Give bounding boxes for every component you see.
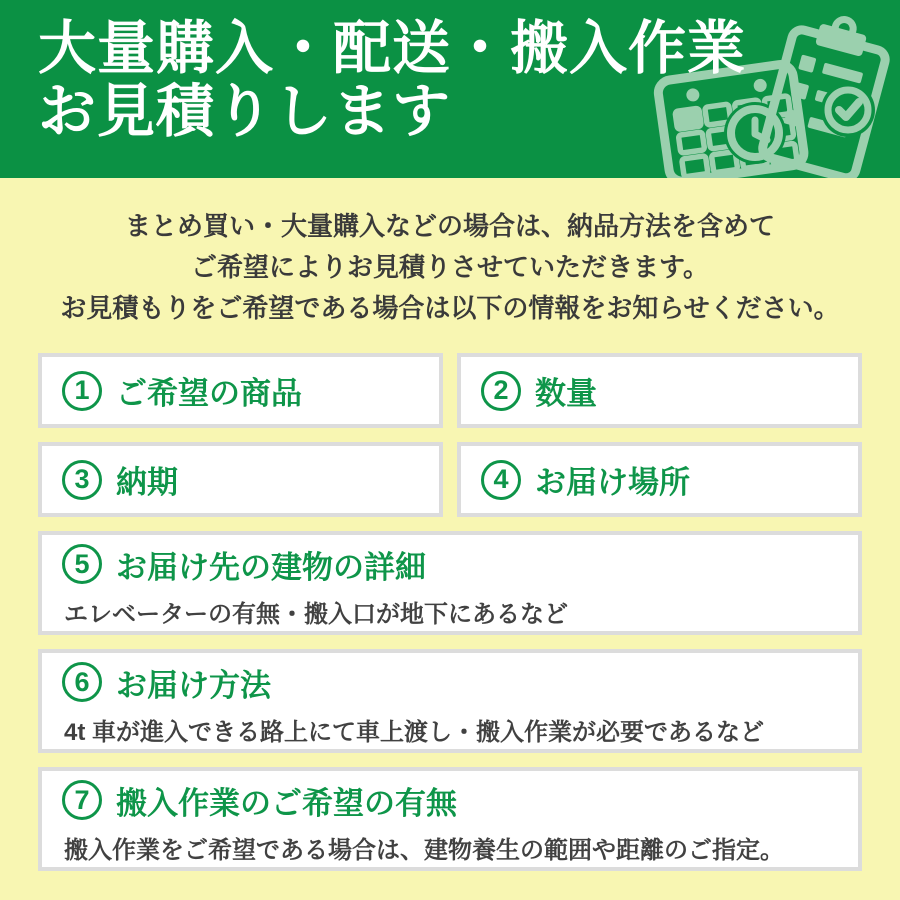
number-badge-4: 4	[481, 460, 521, 500]
info-box-delivery-date	[38, 442, 443, 517]
banner-title-line1: 大量購入・配送・搬入作業	[38, 16, 747, 81]
info-box-desired-product	[38, 353, 443, 428]
info-box-title: お届け方法	[116, 667, 271, 703]
info-box-title: 納期	[116, 465, 178, 500]
info-box-title-row	[481, 457, 838, 502]
info-box-title: 搬入作業のご希望の有無	[116, 785, 457, 821]
info-box-grid	[38, 353, 862, 871]
info-box-building-details	[38, 531, 862, 635]
intro-text	[0, 206, 900, 329]
intro-line-3: お見積もりをご希望である場合は以下の情報をお知らせください。	[60, 293, 840, 323]
info-box-delivery-place	[457, 442, 862, 517]
info-box-title-row	[62, 368, 419, 413]
number-badge-5: 5	[62, 544, 102, 584]
header-banner	[0, 0, 900, 178]
info-box-subtitle: エレベーターの有無・搬入口が地下にあるなど	[64, 600, 568, 628]
info-box-quantity	[457, 353, 862, 428]
banner-title	[0, 0, 900, 143]
intro-line-1: まとめ買い・大量購入などの場合は、納品方法を含めて	[124, 211, 775, 241]
info-box-title-row	[62, 542, 838, 587]
number-badge-6: 6	[62, 662, 102, 702]
info-box-subtitle: 搬入作業をご希望である場合は、建物養生の範囲や距離のご指定。	[64, 836, 784, 864]
number-badge-2: 2	[481, 371, 521, 411]
info-box-carry-in-work	[38, 767, 862, 871]
number-badge-7: 7	[62, 780, 102, 820]
info-box-title: 数量	[535, 376, 597, 411]
info-box-subtitle: 4t 車が進入できる路上にて車上渡し・搬入作業が必要であるなど	[64, 718, 765, 746]
info-box-title-row	[62, 778, 838, 823]
info-box-delivery-method	[38, 649, 862, 753]
info-box-title: お届け先の建物の詳細	[116, 549, 426, 585]
intro-line-2: ご希望によりお見積りさせていただきます。	[191, 252, 709, 282]
info-box-title-row	[62, 660, 838, 705]
info-box-title: お届け場所	[535, 465, 690, 500]
banner-title-line2: お見積りします	[38, 78, 452, 144]
info-box-title-row	[481, 368, 838, 413]
info-box-title-row	[62, 457, 419, 502]
info-box-title: ご希望の商品	[116, 376, 302, 411]
number-badge-1: 1	[62, 371, 102, 411]
number-badge-3: 3	[62, 460, 102, 500]
